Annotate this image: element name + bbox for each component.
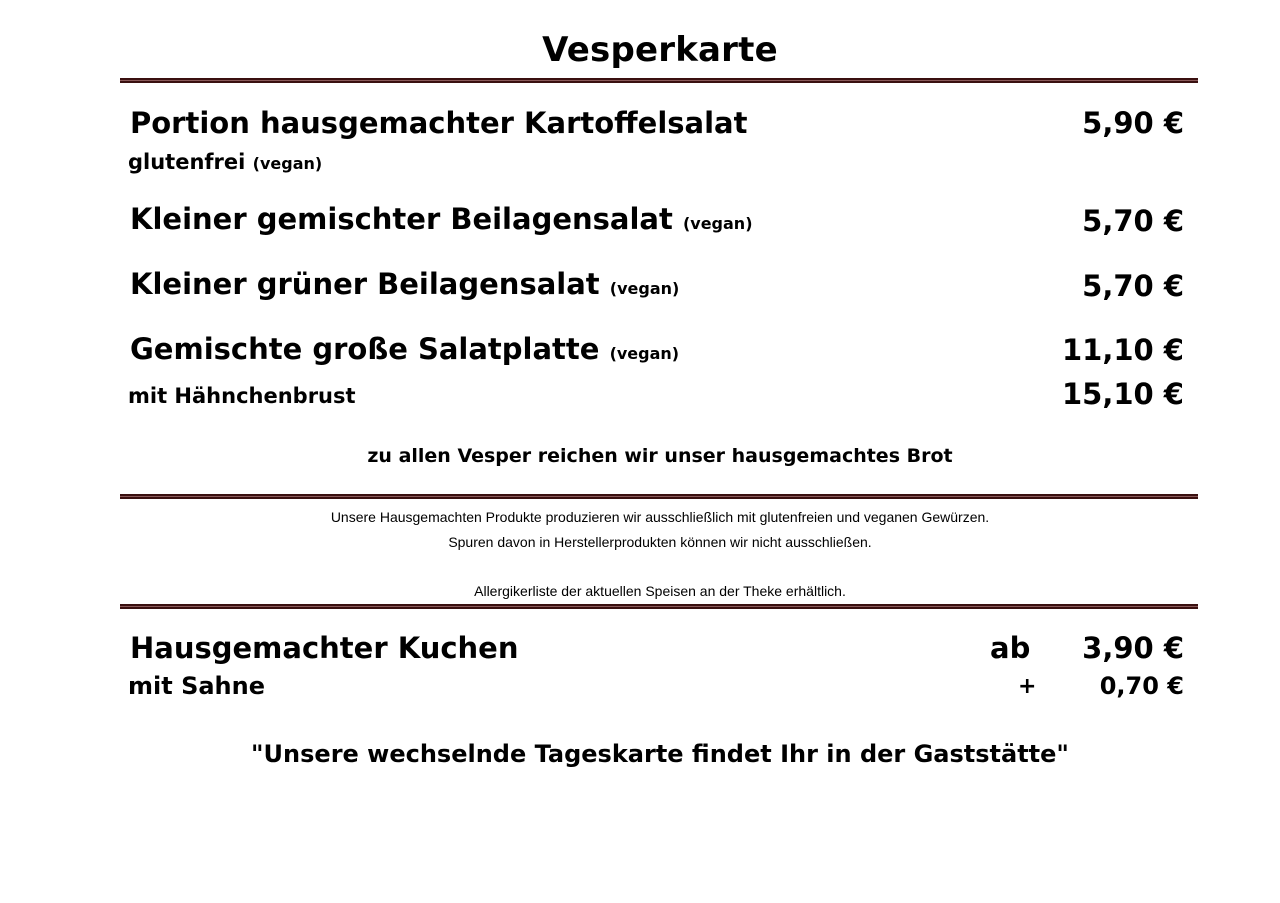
- item-gemischter-beilagensalat-price: 5,70 €: [1082, 204, 1184, 238]
- item-kartoffelsalat-sub-text: glutenfrei: [128, 150, 246, 174]
- item-kartoffelsalat-name: Portion hausgemachter Kartoffelsalat: [130, 106, 748, 140]
- cake-sub-prefix: +: [1018, 674, 1037, 699]
- item-gemischter-beilagensalat-tag: (vegan): [682, 214, 753, 233]
- bread-note: zu allen Vesper reichen wir unser hausgemachtes Brot: [367, 445, 953, 467]
- divider-top: [120, 78, 1198, 83]
- allergen-note-3: Allergikerliste der aktuellen Speisen an der Theke erhältlich.: [474, 583, 846, 599]
- item-kartoffelsalat-sub: [128, 150, 322, 174]
- cake-name: Hausgemachter Kuchen: [130, 631, 519, 665]
- allergen-note-1: Unsere Hausgemachten Produkte produzieren wir ausschließlich mit glutenfreien und veganen Gewürzen.: [330, 509, 990, 525]
- allergen-note-2: Spuren davon in Herstellerprodukten können wir nicht ausschließen.: [448, 534, 872, 550]
- item-salatplatte-tag: (vegan): [609, 344, 680, 363]
- item-salatplatte-sub: mit Hähnchenbrust: [128, 384, 356, 408]
- cake-price: 3,90 €: [1082, 631, 1184, 665]
- divider-bottom: [120, 604, 1198, 609]
- page-title: Vesperkarte: [542, 30, 778, 70]
- item-kartoffelsalat-price: 5,90 €: [1082, 106, 1184, 140]
- item-salatplatte-name: Gemischte große Salatplatte: [130, 332, 600, 366]
- cake-sub: mit Sahne: [128, 672, 265, 700]
- cake-sub-price: 0,70 €: [1099, 672, 1184, 700]
- item-kartoffelsalat-sub-tag: (vegan): [252, 154, 323, 173]
- item-salatplatte: [130, 332, 679, 366]
- item-gemischter-beilagensalat: [130, 202, 753, 236]
- item-gruener-beilagensalat-name: Kleiner grüner Beilagensalat: [130, 267, 600, 301]
- divider-middle: [120, 494, 1198, 499]
- cake-price-prefix: ab: [990, 631, 1031, 665]
- item-gruener-beilagensalat-tag: (vegan): [609, 279, 680, 298]
- item-gruener-beilagensalat-price: 5,70 €: [1082, 269, 1184, 303]
- item-gemischter-beilagensalat-name: Kleiner gemischter Beilagensalat: [130, 202, 673, 236]
- item-salatplatte-price: 11,10 €: [1061, 333, 1184, 367]
- closing-note: "Unsere wechselnde Tageskarte findet Ihr in der Gaststätte": [251, 740, 1069, 768]
- item-gruener-beilagensalat: [130, 267, 679, 301]
- item-salatplatte-sub-price: 15,10 €: [1061, 377, 1184, 411]
